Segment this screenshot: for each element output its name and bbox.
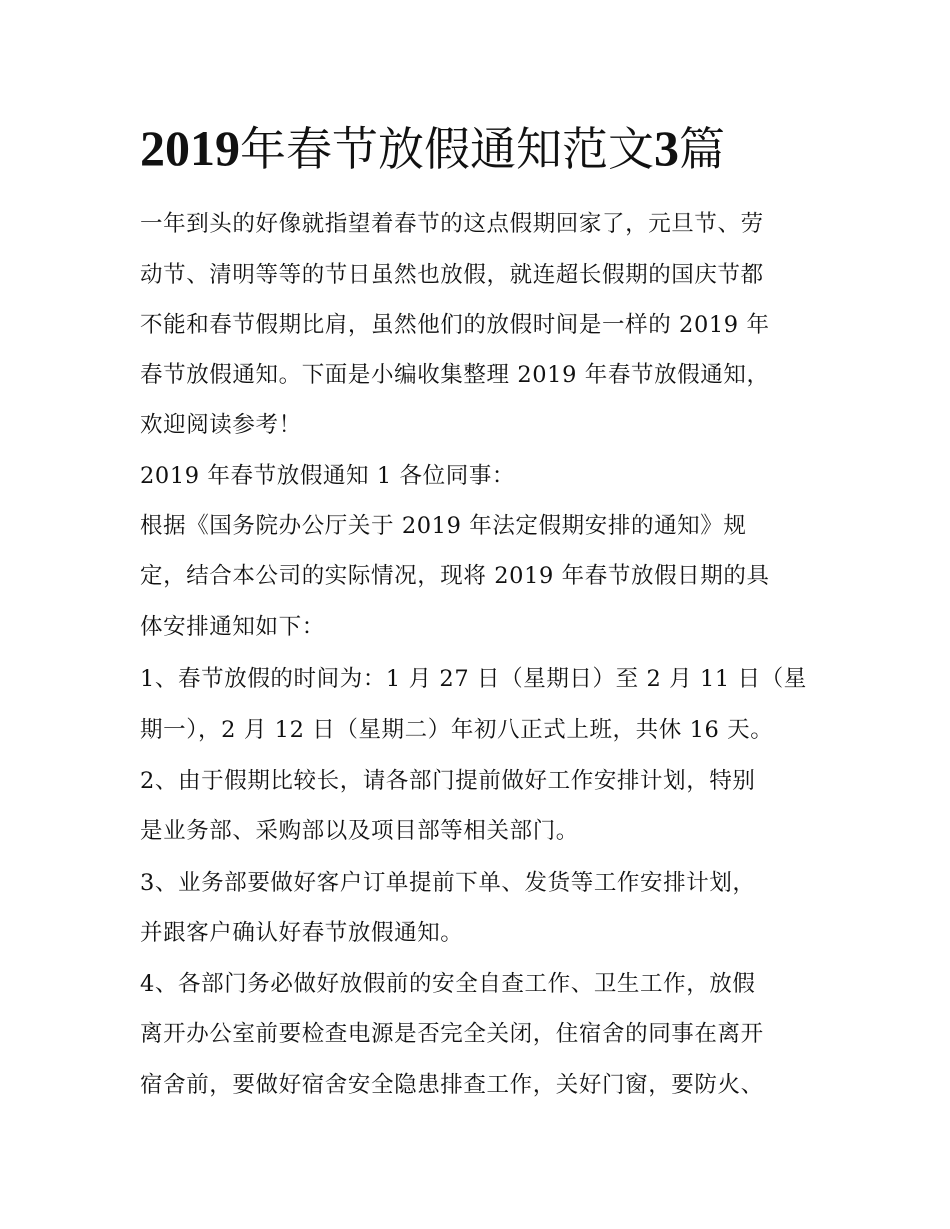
title-year: 2019 — [140, 120, 240, 176]
text-line: 4、各部门务必做好放假前的安全自查工作、卫生工作，放假 — [140, 971, 756, 997]
document-title — [140, 118, 840, 179]
text-line: 动节、清明等等的节日虽然也放假，就连超长假期的国庆节都 — [140, 262, 764, 288]
text-line: 2、由于假期比较长，请各部门提前做好工作安排计划，特别 — [140, 768, 756, 794]
text-line: 离开办公室前要检查电源是否完全关闭，住宿舍的同事在离开 — [140, 1021, 764, 1047]
text-line: 体安排通知如下： — [140, 614, 325, 640]
text-line: 宿舍前，要做好宿舍安全隐患排查工作，关好门窗，要防火、 — [140, 1072, 764, 1098]
title-text: 年春节放假通知范文 — [240, 122, 654, 176]
text-line: 欢迎阅读参考！ — [140, 412, 302, 438]
text-line: 1、春节放假的时间为：1 月 27 日（星期日）至 2 月 11 日（星 — [140, 666, 807, 692]
text-line: 并跟客户确认好春节放假通知。 — [140, 920, 464, 946]
text-line: 一年到头的好像就指望着春节的这点假期回家了，元旦节、劳 — [140, 211, 764, 237]
text-line: 定，结合本公司的实际情况，现将 2019 年春节放假日期的具 — [140, 563, 770, 589]
text-line: 不能和春节假期比肩，虽然他们的放假时间是一样的 2019 年 — [140, 312, 770, 338]
text-line: 3、业务部要做好客户订单提前下单、发货等工作安排计划， — [140, 870, 756, 896]
title-count: 3 — [654, 120, 679, 176]
title-suffix: 篇 — [679, 122, 725, 176]
text-line: 根据《国务院办公厅关于 2019 年法定假期安排的通知》规 — [140, 513, 747, 539]
text-line: 是业务部、采购部以及项目部等相关部门。 — [140, 818, 579, 844]
text-line: 2019 年春节放假通知 1 各位同事： — [140, 463, 516, 489]
text-line: 期一），2 月 12 日（星期二）年初八正式上班，共休 16 天。 — [140, 717, 774, 743]
text-line: 春节放假通知。下面是小编收集整理 2019 年春节放假通知， — [140, 362, 770, 388]
